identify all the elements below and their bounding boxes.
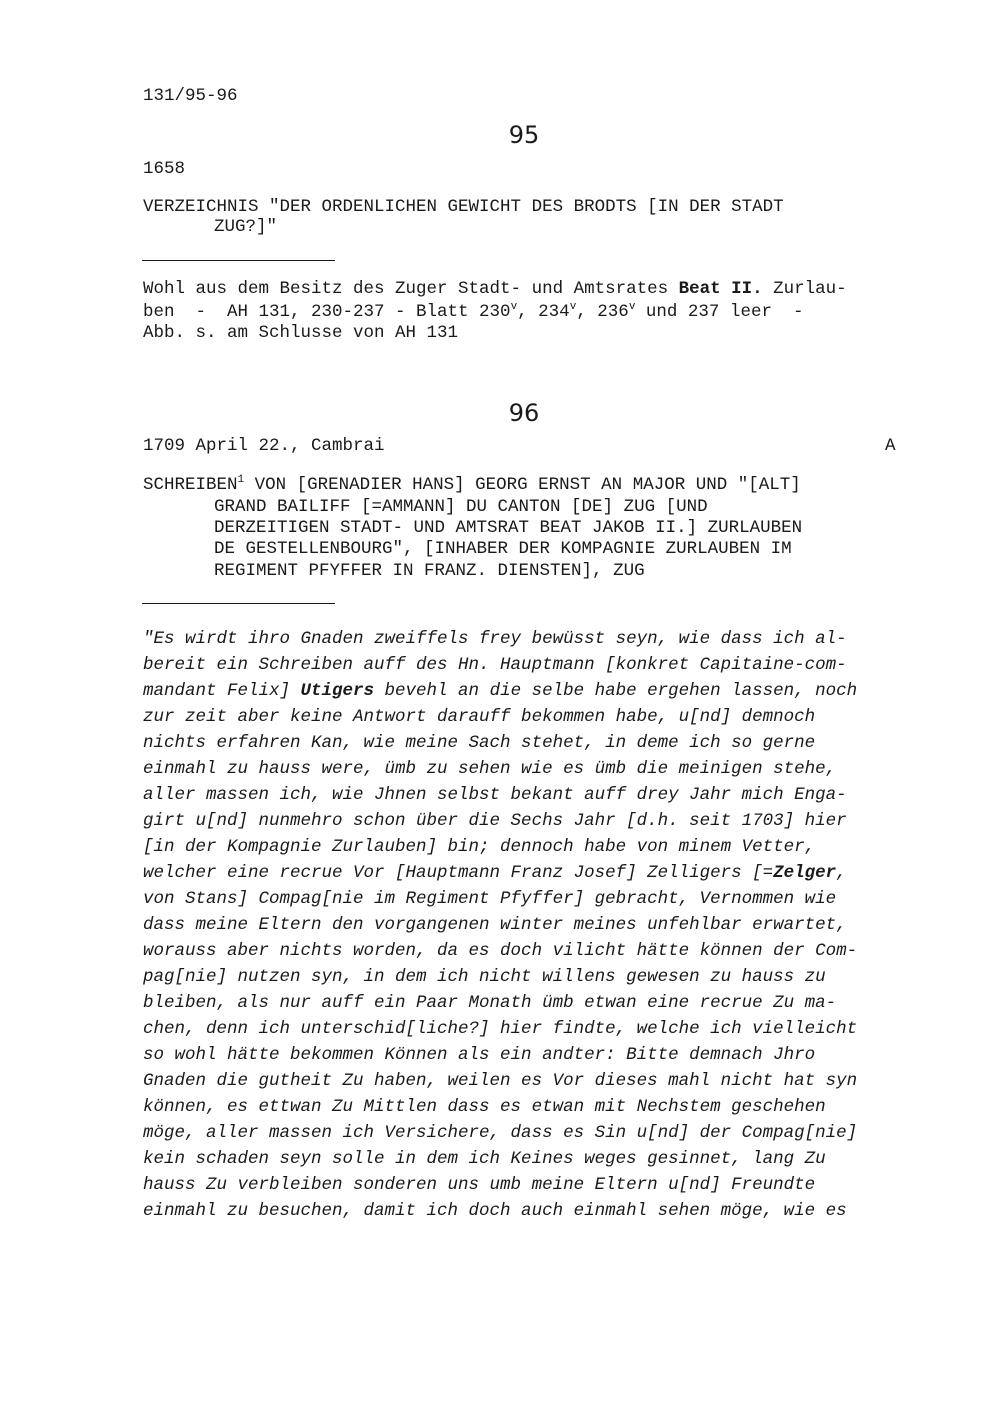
document-95-note-line-1: Wohl aus dem Besitz des Zuger Stadt- und Amtsrates Beat II. Zurlau- <box>143 279 847 299</box>
document-96-title-line-4: DE GESTELLENBOURG", [INHABER DER KOMPAGNIE ZURLAUBEN IM <box>214 539 792 559</box>
letter-line: kein schaden seyn solle in dem ich Keines weges gesinnet, lang Zu <box>143 1149 826 1169</box>
document-95-title-line-1: VERZEICHNIS "DER ORDENLICHEN GEWICHT DES BRODTS [IN DER STADT <box>143 197 784 217</box>
letter-line: nichts erfahren Kan, wie meine Sach stehet, in deme ich so gerne <box>143 733 816 753</box>
document-96-date: 1709 April 22., Cambrai <box>143 436 385 456</box>
document-96-marker: A <box>885 436 896 456</box>
document-96-title-line-2: GRAND BAILIFF [=AMMANN] DU CANTON [DE] ZUG [UND <box>214 497 708 517</box>
letter-line: einmahl zu hauss were, ümb zu sehen wie es ümb die meinigen stehe, <box>143 759 837 779</box>
letter-line: können, es ettwan Zu Mittlen dass es etwan mit Nechstem geschehen <box>143 1097 826 1117</box>
letter-line: worauss aber nichts worden, da es doch vilicht hätte können der Com- <box>143 941 858 961</box>
letter-line: welcher eine recrue Vor [Hauptmann Franz Josef] Zelligers [=Zelger, <box>143 863 847 883</box>
document-95-title-line-2: ZUG?]" <box>214 217 278 237</box>
document-96-title-line-5: REGIMENT PFYFFER IN FRANZ. DIENSTEN], ZUG <box>214 561 645 581</box>
letter-line: bleiben, als nur auff ein Paar Monath ümb etwan eine recrue Zu ma- <box>143 993 837 1013</box>
document-96-title-line-1: SCHREIBEN$^1$ VON [GRENADIER HANS] GEORG ERNST AN MAJOR UND "[ALT] <box>143 474 801 495</box>
letter-line: "Es wirdt ihro Gnaden zweiffels frey bewüsst seyn, wie dass ich al- <box>143 629 847 649</box>
separator-rule <box>142 603 335 604</box>
separator-rule <box>142 260 335 261</box>
letter-line: aller massen ich, wie Jhnen selbst bekant auff drey Jahr mich Enga- <box>143 785 847 805</box>
footnote-reference: 1 <box>237 474 245 486</box>
letter-line: so wohl hätte bekommen Können als ein andter: Bitte demnach Jhro <box>143 1045 816 1065</box>
document-number-96: 96 <box>508 399 540 427</box>
letter-line: girt u[nd] nunmehro schon über die Sechs Jahr [d.h. seit 1703] hier <box>143 811 847 831</box>
letter-line: einmahl zu besuchen, damit ich doch auch einmahl sehen möge, wie es <box>143 1201 847 1221</box>
letter-line: Gnaden die gutheit Zu haben, weilen es Vor dieses mahl nicht hat syn <box>143 1071 858 1091</box>
letter-line: bereit ein Schreiben auff des Hn. Hauptmann [konkret Capitaine-com- <box>143 655 847 675</box>
letter-line: chen, denn ich unterschid[liche?] hier findte, welche ich vielleicht <box>143 1019 858 1039</box>
letter-line: pag[nie] nutzen syn, in dem ich nicht willens gewesen zu hauss zu <box>143 967 826 987</box>
letter-line: von Stans] Compag[nie im Regiment Pfyffer] gebracht, Vernommen wie <box>143 889 837 909</box>
document-96-title-line-3: DERZEITIGEN STADT- UND AMTSRAT BEAT JAKOB II.] ZURLAUBEN <box>214 518 803 538</box>
letter-line: zur zeit aber keine Antwort darauff bekommen habe, u[nd] demnoch <box>143 707 816 727</box>
document-95-note-line-2: ben - AH 131, 230-237 - Blatt 230$^v$, 234$^v$, 236$^v$ und 237 leer - <box>143 301 804 322</box>
letter-line: [in der Kompagnie Zurlauben] bin; dennoch habe von minem Vetter, <box>143 837 816 857</box>
page-reference: 131/95-96 <box>143 86 238 106</box>
document-95-date: 1658 <box>143 159 186 179</box>
document-number-95: 95 <box>508 121 540 149</box>
letter-line: mandant Felix] Utigers bevehl an die selbe habe ergehen lassen, noch <box>143 681 858 701</box>
letter-line: möge, aller massen ich Versichere, dass es Sin u[nd] der Compag[nie] <box>143 1123 858 1143</box>
document-95-note-line-3: Abb. s. am Schlusse von AH 131 <box>143 323 459 343</box>
letter-line: dass meine Eltern den vorgangenen winter meines unfehlbar erwartet, <box>143 915 847 935</box>
letter-line: hauss Zu verbleiben sonderen uns umb meine Eltern u[nd] Freundte <box>143 1175 816 1195</box>
